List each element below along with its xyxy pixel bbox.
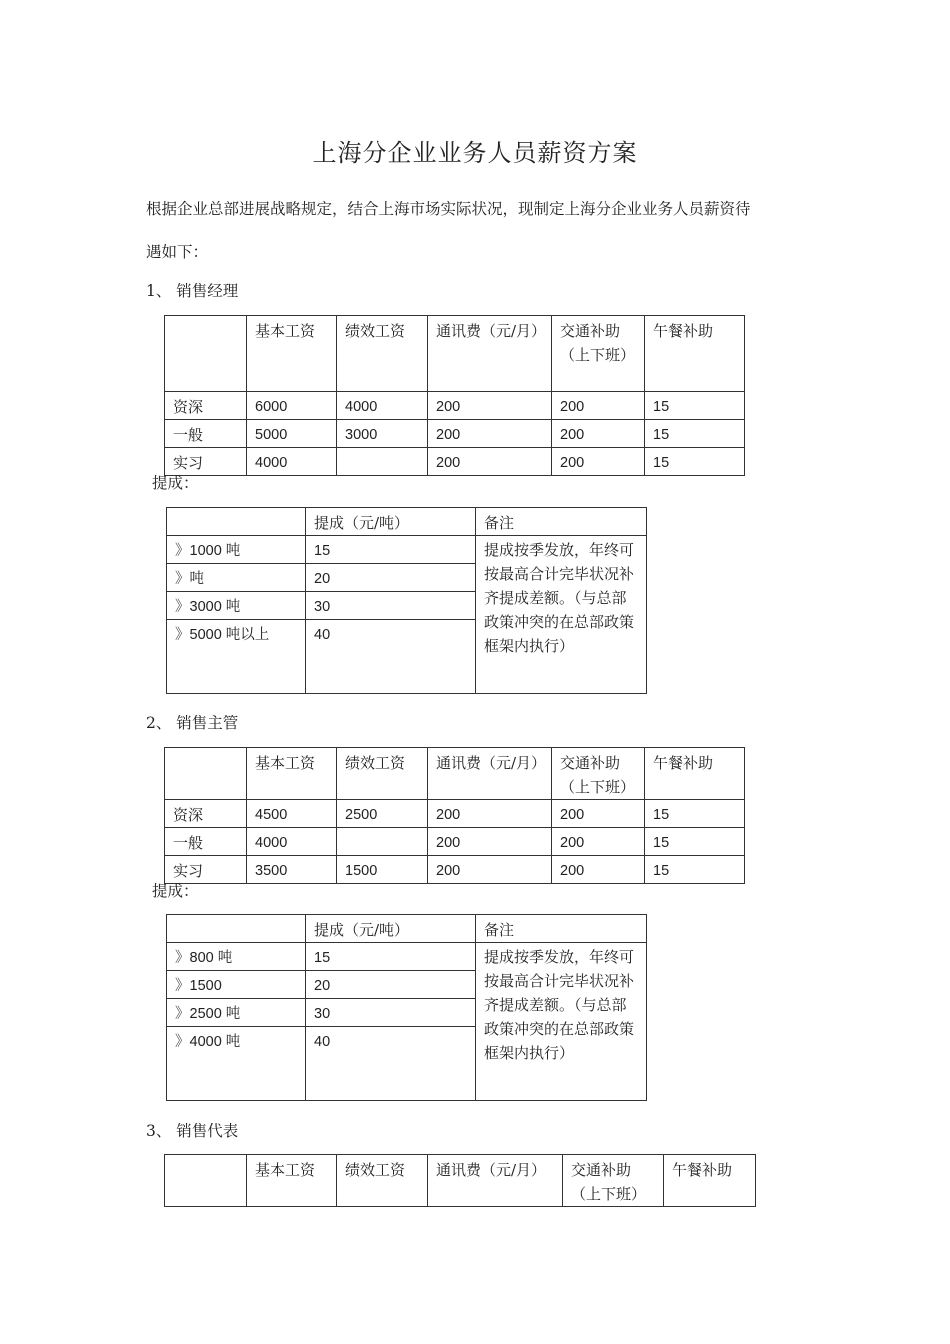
- table-cell: 》5000 吨以上: [167, 620, 306, 694]
- table-cell: 200: [552, 828, 645, 856]
- table-cell: 》3000 吨: [167, 592, 306, 620]
- section-heading-sales-representative: 3、 销售代表: [146, 1122, 239, 1140]
- table-row: [167, 943, 647, 971]
- header-cell: 交通补助（上下班）: [552, 316, 645, 392]
- table-cell: 15: [645, 392, 745, 420]
- section-heading-sales-manager: 1、 销售经理: [146, 282, 239, 300]
- salary-table-sales-supervisor: [164, 747, 745, 884]
- table-cell: 实习: [165, 856, 247, 884]
- table-cell: 200: [552, 448, 645, 476]
- table-cell: 200: [552, 420, 645, 448]
- table-cell: 30: [306, 999, 476, 1027]
- header-cell: [165, 1155, 247, 1207]
- table-cell: 2500: [337, 800, 428, 828]
- table-cell: 》1000 吨: [167, 536, 306, 564]
- table-cell: 200: [428, 420, 552, 448]
- table-cell: 一般: [165, 420, 247, 448]
- table-cell: 4000: [247, 828, 337, 856]
- table-cell: 20: [306, 564, 476, 592]
- table-row: [165, 448, 745, 476]
- table-cell: 15: [306, 536, 476, 564]
- table-cell: 3500: [247, 856, 337, 884]
- header-cell: 通讯费（元/月）: [428, 1155, 563, 1207]
- header-cell: 交通补助（上下班）: [563, 1155, 664, 1207]
- header-cell: 提成（元/吨）: [306, 915, 476, 943]
- header-cell: 交通补助（上下班）: [552, 748, 645, 800]
- header-cell: 通讯费（元/月）: [428, 748, 552, 800]
- table-row: [165, 392, 745, 420]
- commission-label: 提成：: [152, 474, 199, 492]
- commission-label: 提成：: [152, 882, 199, 900]
- table-header-row: [165, 748, 745, 800]
- header-cell: [165, 316, 247, 392]
- table-header-row: [167, 915, 647, 943]
- table-cell: 1500: [337, 856, 428, 884]
- remark-cell: 提成按季发放，年终可按最高合计完毕状况补齐提成差额。（与总部政策冲突的在总部政策框架内执行）: [476, 536, 647, 694]
- header-cell: 午餐补助: [645, 316, 745, 392]
- header-cell: [165, 748, 247, 800]
- table-cell: 200: [428, 392, 552, 420]
- intro-paragraph-line-1: 根据企业总部进展战略规定，结合上海市场实际状况，现制定上海分企业业务人员薪资待: [146, 200, 751, 218]
- table-cell: [337, 828, 428, 856]
- table-header-row: [165, 1155, 756, 1207]
- table-row: [165, 828, 745, 856]
- header-cell: [167, 915, 306, 943]
- table-cell: 6000: [247, 392, 337, 420]
- table-cell: 15: [306, 943, 476, 971]
- table-row: [165, 856, 745, 884]
- table-cell: 40: [306, 1027, 476, 1101]
- table-cell: 4000: [247, 448, 337, 476]
- table-cell: 4000: [337, 392, 428, 420]
- commission-table-sales-manager: [166, 507, 647, 694]
- header-cell: [167, 508, 306, 536]
- table-cell: 》1500: [167, 971, 306, 999]
- header-cell: 备注: [476, 508, 647, 536]
- table-row: [165, 800, 745, 828]
- header-cell: 提成（元/吨）: [306, 508, 476, 536]
- table-cell: 200: [552, 392, 645, 420]
- table-cell: 15: [645, 420, 745, 448]
- header-cell: 备注: [476, 915, 647, 943]
- table-cell: 4500: [247, 800, 337, 828]
- table-cell: 》2500 吨: [167, 999, 306, 1027]
- table-cell: 40: [306, 620, 476, 694]
- table-cell: 200: [552, 800, 645, 828]
- table-cell: 资深: [165, 800, 247, 828]
- table-cell: 200: [428, 856, 552, 884]
- table-row: [167, 536, 647, 564]
- header-cell: 绩效工资: [337, 1155, 428, 1207]
- table-cell: 30: [306, 592, 476, 620]
- table-cell: [337, 448, 428, 476]
- table-cell: 15: [645, 448, 745, 476]
- header-cell: 基本工资: [247, 1155, 337, 1207]
- table-row: [165, 420, 745, 448]
- table-cell: 200: [428, 800, 552, 828]
- header-cell: 绩效工资: [337, 316, 428, 392]
- header-cell: 基本工资: [247, 748, 337, 800]
- header-cell: 午餐补助: [645, 748, 745, 800]
- table-cell: 》4000 吨: [167, 1027, 306, 1101]
- table-header-row: [165, 316, 745, 392]
- table-cell: 》吨: [167, 564, 306, 592]
- table-cell: 200: [428, 448, 552, 476]
- table-cell: 15: [645, 828, 745, 856]
- table-cell: 15: [645, 856, 745, 884]
- remark-cell: 提成按季发放，年终可按最高合计完毕状况补齐提成差额。（与总部政策冲突的在总部政策框架内执行）: [476, 943, 647, 1101]
- table-cell: 》800 吨: [167, 943, 306, 971]
- header-cell: 绩效工资: [337, 748, 428, 800]
- section-heading-sales-supervisor: 2、 销售主管: [146, 714, 239, 732]
- document-title: 上海分企业业务人员薪资方案: [312, 139, 638, 167]
- salary-table-sales-manager: [164, 315, 745, 476]
- salary-table-sales-representative: [164, 1154, 756, 1207]
- table-cell: 资深: [165, 392, 247, 420]
- table-cell: 15: [645, 800, 745, 828]
- table-cell: 5000: [247, 420, 337, 448]
- header-cell: 基本工资: [247, 316, 337, 392]
- table-cell: 200: [428, 828, 552, 856]
- table-header-row: [167, 508, 647, 536]
- table-cell: 3000: [337, 420, 428, 448]
- header-cell: 通讯费（元/月）: [428, 316, 552, 392]
- table-cell: 200: [552, 856, 645, 884]
- commission-table-sales-supervisor: [166, 914, 647, 1101]
- header-cell: 午餐补助: [664, 1155, 756, 1207]
- table-cell: 20: [306, 971, 476, 999]
- table-cell: 实习: [165, 448, 247, 476]
- table-cell: 一般: [165, 828, 247, 856]
- intro-paragraph-line-2: 遇如下：: [146, 243, 209, 261]
